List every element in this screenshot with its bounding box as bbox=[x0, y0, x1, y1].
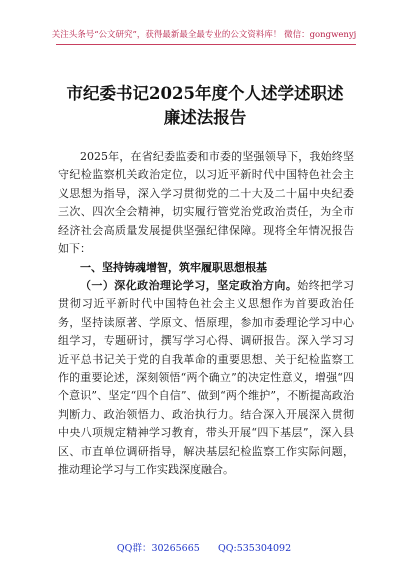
subsection-paragraph bbox=[58, 277, 354, 479]
subsection-lead: （一）深化政治理论学习，坚定政治方向。 bbox=[80, 279, 298, 292]
subsection-body: 始终把学习贯彻习近平新时代中国特色社会主义思想作为首要政治任务，坚持读原著、学原文、悟原理，参加市委理论学习中心组学习，专题研讨，撰写学习心得、调研报告。深入学习习近平总书记关于党的自我革命的重要思想、关于纪检监察工作的重要论述，深刻领悟“两个确立”的决定性意义，增强“四个意识”、坚定“四个自信”、做到“两个维护”，不断提高政治判断力、政治领悟力、政治执行力。结合深入开展深入贯彻中央八项规定精神学习教育，带头开展“四下基层”，深入县区、市直单位调研指导，解决基层纪检监察工作实际问题，推动理论学习与工作实践深度融合。 bbox=[58, 279, 355, 477]
header-banner: 关注头条号“公文研究”，获得最新最全最专业的公文资料库！ 微信：gongwenyj bbox=[51, 30, 357, 40]
footer-qq: QQ:535304092 bbox=[217, 543, 292, 554]
document-title: 市纪委书记2025年度个人述学述职述廉述法报告 bbox=[66, 84, 344, 127]
header-divider bbox=[56, 44, 356, 45]
footer-contact bbox=[0, 540, 408, 554]
intro-paragraph: 2025年，在省纪委监委和市委的坚强领导下，我始终坚守纪检监察机关政治定位，以习近平新时代中国特色社会主义思想为指导，深入学习贯彻党的二十大及二十届中央纪委三次、四次全会精神，切实履行管党治党政治责任，为全市经济社会高质量发展提供坚强纪律保障。现将全年情况报告如下： bbox=[58, 150, 354, 256]
section-heading: 一、坚持铸魂增智，筑牢履职思想根基 bbox=[80, 261, 267, 274]
footer-qq-group: QQ群：30265665 bbox=[116, 543, 200, 554]
